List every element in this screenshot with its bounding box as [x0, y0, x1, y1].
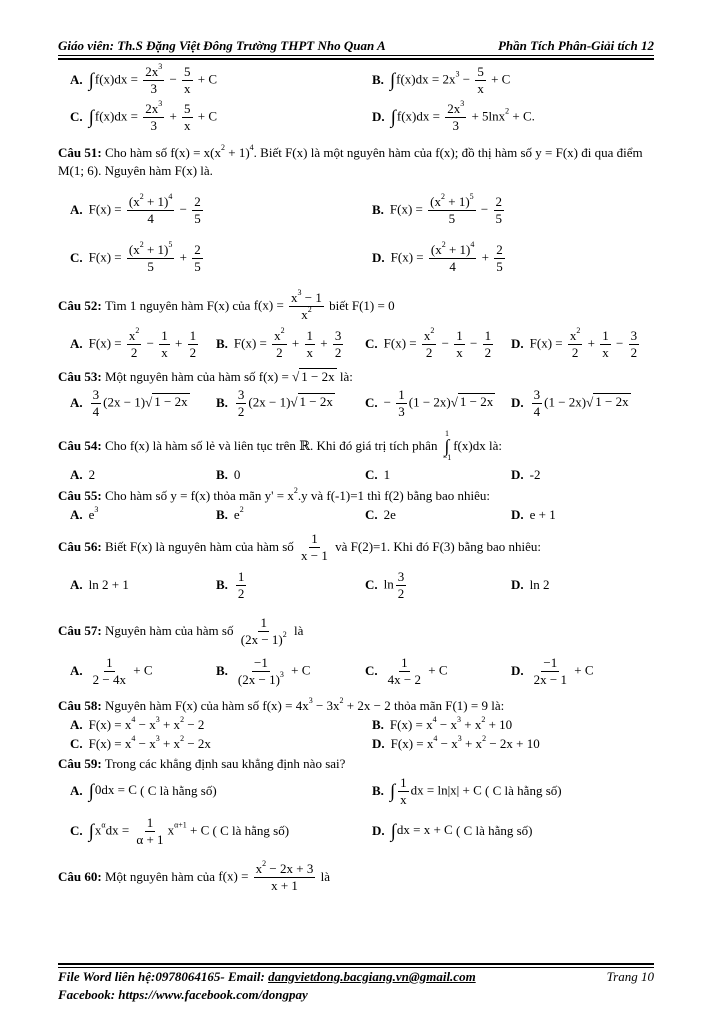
footer-facebook[interactable]: Facebook: https://www.facebook.com/dongpay [58, 987, 308, 1002]
q59-option-d[interactable]: D. ∫dx = x + C ( C là hằng số) [372, 820, 533, 842]
q56-option-a[interactable]: A. ln 2 + 1 [70, 577, 129, 592]
header-rule-thin [58, 55, 654, 56]
q56-options [58, 565, 654, 605]
q57-option-d[interactable]: D. $\frac{-1}{2x - 1}$ + C [511, 654, 594, 687]
q52-options [58, 324, 654, 364]
q56-option-b[interactable]: B. 1 2 [216, 568, 245, 601]
q50-option-d[interactable]: D. ∫f(x)dx = $\frac{2x^3}{3}$ + 5lnx$^2$ + C. [372, 98, 535, 133]
q51-option-c[interactable]: C. F(x) = $\frac{(x^2 + 1)^5}{5}$ + $\frac{2}{5}$ [70, 239, 201, 274]
q52-stem: Câu 52: Tìm 1 nguyên hàm F(x) của f(x) = $\frac{x^3 - 1}{x^2}$ biết F(1) = 0 [58, 287, 395, 322]
q59-option-b[interactable]: B. ∫ $\frac{1}{x}$ dx = ln|x| + C ( C là hằng số) [372, 774, 562, 807]
q58-options-row-2 [58, 734, 654, 753]
q56-option-c[interactable]: C. ln $\frac{3}{2}$ [365, 568, 405, 601]
q54-option-d[interactable]: D. -2 [511, 467, 541, 482]
q58-option-a[interactable]: A. $F(x) = x^4 - x^3 + x^2 - 2$ [70, 714, 205, 732]
q57-options [58, 651, 654, 691]
q53-options [58, 386, 654, 420]
q55-options [58, 505, 654, 525]
q51-option-b[interactable]: B. F(x) = $\frac{(x^2 + 1)^5}{5}$ − $\frac{2}{5}$ [372, 191, 503, 226]
footer-contact: File Word liên hệ:0978064165- Email: [58, 969, 269, 984]
q51-options-row-1 [58, 186, 654, 234]
q56-stem: Câu 56: Biết F(x) là nguyên hàm của hàm số 1 x − 1 và F(2)=1. Khi đó F(3) bằng bao nhiêu: [58, 530, 542, 563]
q57-option-b[interactable]: B. $\frac{-1}{(2x - 1)^3}$ + C [216, 654, 311, 687]
page-footer [58, 968, 654, 1004]
q58-stem: Câu 58: Nguyên hàm F(x) của hàm số $f(x) = 4x^3 - 3x^2 + 2x - 2$ thỏa mãn F(1) = 9 là: [58, 696, 505, 713]
q50-option-c[interactable]: C. ∫f(x)dx = $\frac{2x^3}{3}$ + $\frac{5}{x}$ + C [70, 98, 218, 133]
q54-stem: Câu 54: Cho f(x) là hàm số lẻ và liên tục trên ℝ . Khi đó giá trị tích phân 1 ∫ −1 f(x)dx là: [58, 429, 502, 462]
q58-option-d[interactable]: D. $F(x) = x^4 - x^3 + x^2 - 2x + 10$ [372, 733, 540, 751]
q55-stem: Câu 55: Cho hàm số y = f(x) thỏa mãn $y' = x^2.y$ và f(-1)=1 thì f(2) bằng bao nhiêu: [58, 486, 491, 503]
q53-stem: Câu 53: Một nguyên hàm của hàm số f(x) = √ 1 − 2x là: [58, 369, 353, 384]
header-left: Giáo viên: Th.S Đặng Việt Đông Trường THPT Nho Quan A [58, 38, 386, 53]
q54-options [58, 466, 654, 484]
q51-stem: Câu 51: Cho hàm số $f(x) = x(x^2 + 1)^4$. Biết F(x) là một nguyên hàm của f(x); đồ thị hàm số y = F(x) đi qua điểm M(1; 6). Nguyên hàm F(x) là. [58, 143, 643, 178]
q52-option-b[interactable]: B. F(x) = $\frac{x^2}{2}$ + $\frac{1}{x}$ + $\frac{3}{2}$ [216, 325, 342, 360]
q55-option-b[interactable]: B. $e^2$ [216, 505, 244, 522]
q51-option-a[interactable]: A. F(x) = $\frac{(x^2 + 1)^4}{4}$ − $\frac{2}{5}$ [70, 191, 201, 226]
q52-option-d[interactable]: D. F(x) = $\frac{x^2}{2}$ + $\frac{1}{x}$ − $\frac{3}{2}$ [511, 325, 638, 360]
q58-options-row-1 [58, 715, 654, 734]
q57-option-c[interactable]: C. $\frac{1}{4x - 2}$ + C [365, 654, 448, 687]
header-right: Phần Tích Phân-Giải tích 12 [497, 38, 654, 53]
q57-option-a[interactable]: A. $\frac{1}{2 - 4x}$ + C [70, 654, 153, 687]
q58-option-b[interactable]: B. $F(x) = x^4 - x^3 + x^2 + 10$ [372, 714, 513, 732]
footer-rule-thick [58, 963, 654, 965]
q55-option-d[interactable]: D. e + 1 [511, 507, 556, 522]
q59-options-row-2 [58, 809, 654, 853]
q59-stem: Câu 59: Trong các khẳng định sau khẳng định nào sai? [58, 756, 346, 771]
header-rule-thick [58, 58, 654, 60]
q52-option-a[interactable]: A. F(x) = $\frac{x^2}{2}$ − $\frac{1}{x}$ + $\frac{1}{2}$ [70, 325, 197, 360]
q58-option-c[interactable]: C. $F(x) = x^4 - x^3 + x^2 - 2x$ [70, 733, 211, 751]
q50-options-row-2 [58, 98, 654, 136]
q53-option-d[interactable]: D. $\frac{3}{4}$ (1 − 2x)√ 1 − 2x [511, 386, 629, 419]
page-number: Trang 10 [606, 969, 654, 984]
q56-option-d[interactable]: D. ln 2 [511, 577, 550, 592]
q54-option-a[interactable]: A. 2 [70, 467, 96, 482]
page-header [58, 34, 654, 54]
q50-option-b[interactable]: B. $\int f(x)dx = 2x^3$ − $\frac{5}{x}$ + C [372, 63, 511, 96]
q59-options-row-1 [58, 773, 654, 809]
q50-option-a[interactable]: A. ∫f(x)dx = $\frac{2x^3}{3}$ − $\frac{5}{x}$ + C [70, 61, 218, 96]
page-content [58, 62, 654, 897]
q53-option-b[interactable]: B. $\frac{3}{2}$ (2x − 1)√ 1 − 2x [216, 386, 333, 419]
q60-stem: Câu 60: Một nguyên hàm của f(x) = $\frac{x^2 - 2x + 3}{x + 1}$ là [58, 858, 330, 893]
footer-email-link[interactable]: dangvietdong.bacgiang.vn@gmail.com [268, 969, 476, 984]
q51-options-row-2 [58, 234, 654, 282]
q53-option-a[interactable]: A. $\frac{3}{4}$ (2x − 1)√ 1 − 2x [70, 386, 188, 419]
q59-option-c[interactable]: C. $\int x^\alpha dx$ = $\frac{1}{\alpha + 1}$ $x^{\alpha+1} + C$ ( C là hằng số) [70, 814, 290, 847]
q55-option-c[interactable]: C. 2e [365, 507, 396, 522]
q54-option-b[interactable]: B. 0 [216, 467, 241, 482]
q50-options-row-1 [58, 62, 654, 98]
q59-option-a[interactable]: A. ∫0dx = C ( C là hằng số) [70, 780, 217, 802]
q55-option-a[interactable]: A. $e^3$ [70, 505, 99, 522]
q57-stem: Câu 57: Nguyên hàm của hàm số 1 $(2x - 1)^2$ là [58, 614, 304, 647]
q53-option-c[interactable]: C. − $\frac{1}{3}$ (1 − 2x)√ 1 − 2x [365, 386, 494, 419]
q52-option-c[interactable]: C. F(x) = $\frac{x^2}{2}$ − $\frac{1}{x}$ − $\frac{1}{2}$ [365, 325, 492, 360]
q54-option-c[interactable]: C. 1 [365, 467, 391, 482]
q51-option-d[interactable]: D. F(x) = $\frac{(x^2 + 1)^4}{4}$ + $\frac{2}{5}$ [372, 239, 503, 274]
